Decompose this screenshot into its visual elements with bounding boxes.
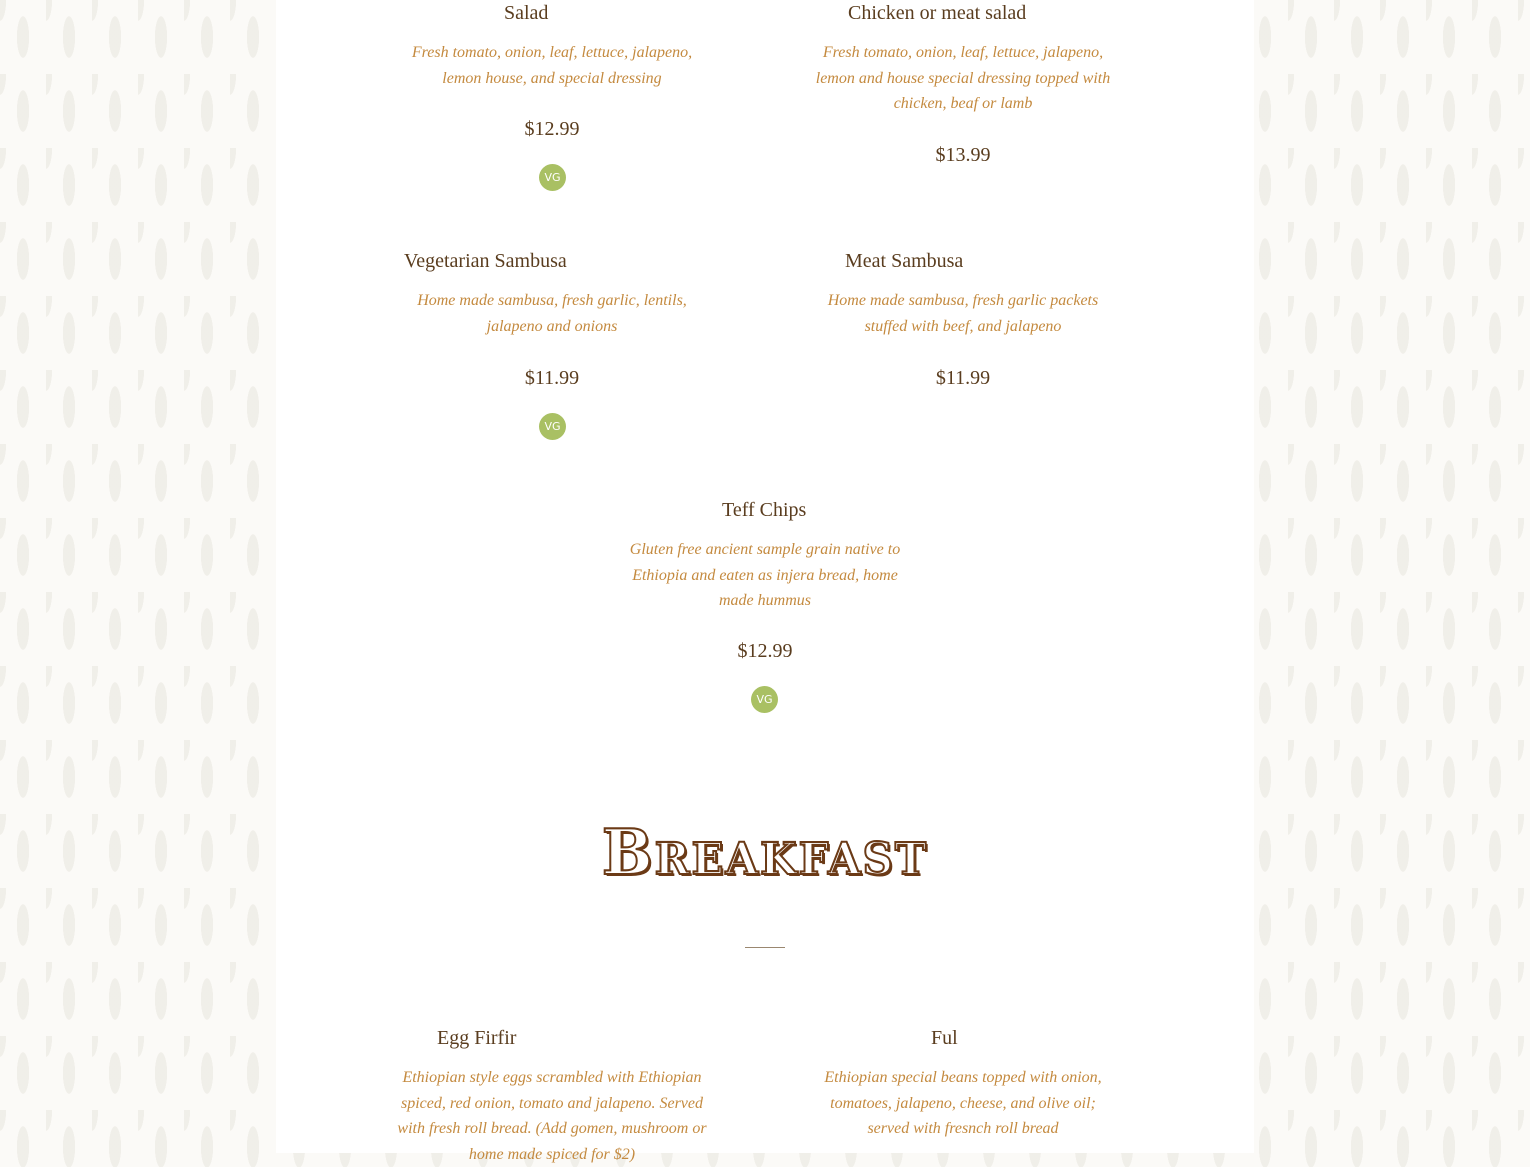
item-name: Ful [931,1027,958,1049]
item-name: Teff Chips [722,499,807,521]
item-description: Ethiopian special beans topped with onion, tomatoes, jalapeno, cheese, and olive oil; served with fresnch roll bread [824,1069,1102,1138]
item-price: $12.99 [524,118,580,140]
item-name: Meat Sambusa [845,250,964,272]
item-description: Ethiopian style eggs scrambled with Ethiopian spiced, red onion, tomato and jalapeno. Served with fresh roll bread. (Add gomen, mushroom or home made spiced for $2) [397,1069,707,1163]
item-price: $13.99 [935,144,991,166]
item-description: Home made sambusa, fresh garlic, lentils, jalapeno and onions [417,292,687,335]
vegan-badge: VG [539,413,566,440]
item-name: Chicken or meat salad [848,2,1027,24]
section-title-breakfast: Breakfast [601,816,929,890]
vegan-badge: VG [539,164,566,191]
item-price: $12.99 [737,640,793,662]
item-price: $11.99 [935,367,991,389]
section-divider [745,947,785,948]
vegan-badge: VG [751,686,778,713]
item-name: Egg Firfir [437,1027,517,1049]
item-name: Salad [504,2,549,24]
item-name: Vegetarian Sambusa [404,250,567,272]
item-description: Fresh tomato, onion, leaf, lettuce, jalapeno, lemon house, and special dressing [411,44,693,87]
item-description: Home made sambusa, fresh garlic packets stuffed with beef, and jalapeno [827,292,1099,335]
item-description: Fresh tomato, onion, leaf, lettuce, jalapeno, lemon and house special dressing topped with chicken, beaf or lamb [815,44,1111,113]
item-description: Gluten free ancient sample grain native to Ethiopia and eaten as injera bread, home made hummus [629,541,901,610]
item-price: $11.99 [524,367,580,389]
